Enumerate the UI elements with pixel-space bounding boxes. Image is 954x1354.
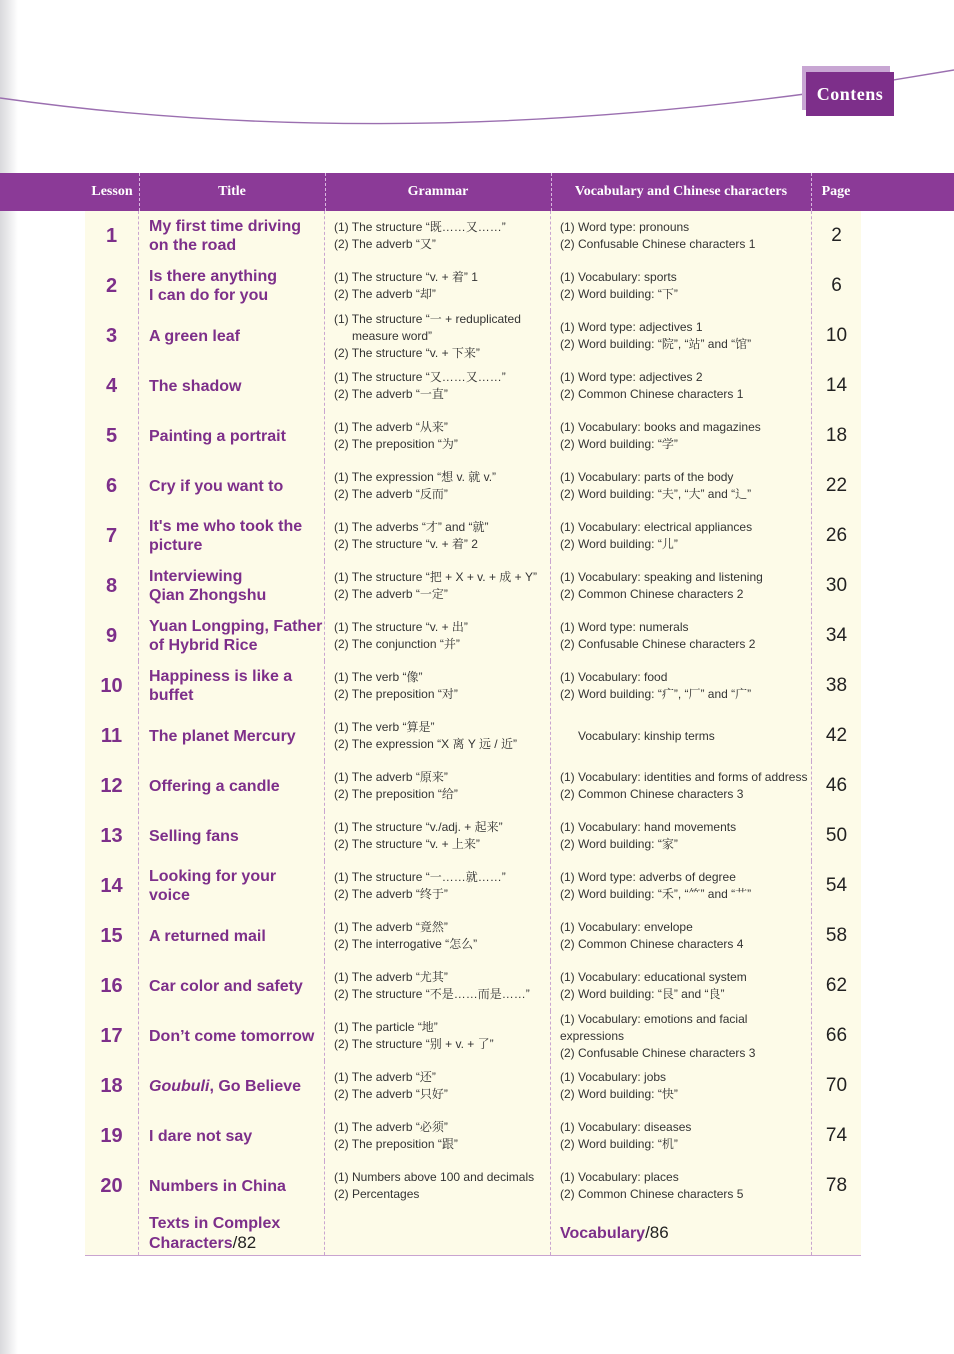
lesson-title-line: It's me who took the [149, 518, 303, 535]
page-number[interactable]: 58 [825, 925, 848, 946]
grammar-cell [334, 361, 549, 411]
grammar-cell [334, 311, 549, 361]
vocab-line: (1) Vocabulary: parts of the body [560, 470, 734, 484]
lesson-row[interactable] [85, 611, 861, 662]
header-vocab: Vocabulary and Chinese characters [574, 184, 788, 199]
grammar-cell [334, 511, 549, 561]
vocab-line: (1) Vocabulary: speaking and listening [560, 570, 763, 584]
lesson-number: 6 [105, 474, 118, 497]
vocab-cell [560, 361, 810, 411]
vocabulary-link[interactable] [560, 1211, 810, 1255]
page-number[interactable]: 14 [825, 375, 848, 396]
header-title: Title [218, 184, 246, 199]
grammar-line: (1) The structure “v. + 着” 1 [334, 270, 478, 284]
vocab-line: (1) Word type: adverbs of degree [560, 870, 736, 884]
lesson-number: 11 [100, 724, 123, 747]
grammar-line: (2) The structure “v. + 下来” [334, 345, 480, 360]
column-divider [550, 711, 551, 761]
grammar-cell [334, 761, 549, 811]
lesson-row[interactable] [85, 261, 861, 312]
vocab-line: (2) Common Chinese characters 4 [560, 937, 744, 951]
vocab-line: (2) Word building: “艮” and “良” [560, 987, 725, 1001]
lesson-title[interactable] [149, 961, 325, 1011]
column-divider [550, 961, 551, 1011]
header-grammar: Grammar [407, 184, 469, 199]
lesson-row[interactable] [85, 1161, 861, 1212]
page-number[interactable]: 38 [825, 675, 848, 696]
vocab-line: (2) Word building: “下” [560, 287, 678, 301]
vocab-line: (1) Word type: adjectives 1 [560, 320, 703, 334]
column-divider [138, 1111, 139, 1161]
vocab-cell [560, 661, 810, 711]
lesson-row[interactable] [85, 911, 861, 962]
column-divider [138, 1161, 139, 1211]
page-number[interactable]: 18 [825, 425, 848, 446]
lesson-row[interactable] [85, 561, 861, 612]
column-divider [138, 511, 139, 561]
column-divider [550, 311, 551, 361]
lesson-title[interactable] [149, 211, 325, 261]
column-divider [138, 411, 139, 461]
lesson-title[interactable] [149, 861, 325, 911]
grammar-line: (2) The conjunction “并” [334, 637, 460, 651]
grammar-line: (2) The adverb “一直” [334, 387, 448, 401]
vocab-line: (2) Word building: “家” [560, 837, 678, 851]
column-divider [550, 1211, 551, 1255]
grammar-line: (1) The adverb “尤其” [334, 970, 448, 984]
lesson-title-line: My first time driving [149, 218, 302, 235]
vocab-line: (1) Vocabulary: educational system [560, 970, 747, 984]
vocab-cell [560, 1111, 810, 1161]
vocab-line: (1) Word type: numerals [560, 620, 689, 634]
lesson-number: 17 [100, 1024, 123, 1047]
column-divider [138, 211, 139, 261]
grammar-cell [334, 561, 549, 611]
lesson-title-line: voice [149, 887, 190, 904]
vocab-line: (2) Word building: “禾”, “⺮” and “艹” [560, 887, 752, 901]
vocab-line: (1) Vocabulary: hand movements [560, 820, 737, 834]
column-divider [138, 1011, 139, 1061]
lesson-row[interactable] [85, 661, 861, 712]
lesson-number: 3 [105, 324, 118, 347]
lesson-number: 7 [105, 524, 118, 547]
grammar-line: (1) The adverb “从来” [334, 420, 448, 434]
column-divider [550, 1161, 551, 1211]
lesson-title-line: Interviewing [149, 568, 243, 585]
lesson-title[interactable] [149, 661, 325, 711]
vocab-line: (1) Word type: pronouns [560, 220, 690, 234]
lesson-title-line: buffet [149, 687, 194, 704]
lesson-number: 14 [100, 874, 123, 897]
grammar-line: (2) The structure “别 + v. + 了” [334, 1037, 494, 1051]
lesson-title-line: Qian Zhongshu [149, 587, 267, 604]
column-divider [550, 261, 551, 311]
column-divider [138, 961, 139, 1011]
lesson-row[interactable] [85, 1061, 861, 1112]
vocab-line: (2) Word building: “学” [560, 437, 678, 451]
lesson-row[interactable] [85, 411, 861, 462]
column-divider [550, 361, 551, 411]
grammar-line: (1) The verb “算是” [334, 720, 435, 734]
vocab-line: (1) Vocabulary: sports [560, 270, 677, 284]
lesson-title-line: A green leaf [149, 327, 240, 345]
vocab-line: (1) Vocabulary: electrical appliances [560, 520, 753, 534]
column-divider [550, 1111, 551, 1161]
lesson-number: 9 [105, 624, 118, 647]
column-divider [550, 511, 551, 561]
vocabulary-label: Vocabulary [560, 1225, 646, 1242]
lesson-title-line: Happiness is like a [149, 668, 293, 685]
page-number[interactable]: 50 [825, 825, 848, 846]
page-number[interactable]: 66 [825, 1025, 848, 1046]
lesson-number: 8 [105, 574, 118, 597]
header-lesson: Lesson [91, 184, 133, 199]
vocab-line: (2) Confusable Chinese characters 1 [560, 237, 756, 251]
column-divider [138, 811, 139, 861]
grammar-cell [334, 1011, 549, 1061]
grammar-line: measure word” [352, 328, 433, 343]
lesson-row[interactable] [85, 711, 861, 762]
page-number[interactable]: 78 [825, 1175, 848, 1196]
vocab-cell [560, 1011, 810, 1061]
grammar-cell [334, 861, 549, 911]
grammar-line: (1) The structure “又……又……” [334, 370, 506, 384]
column-divider [138, 761, 139, 811]
lesson-title-line: I can do for you [149, 287, 269, 304]
lesson-title[interactable] [149, 461, 325, 511]
grammar-cell [334, 961, 549, 1011]
lesson-row[interactable] [85, 811, 861, 862]
vocab-cell [560, 561, 810, 611]
lesson-title[interactable] [149, 711, 325, 761]
lesson-title-line: Don’t come tomorrow [149, 1027, 315, 1045]
column-divider [550, 661, 551, 711]
vocab-cell [560, 261, 810, 311]
lesson-title-line: Cry if you want to [149, 477, 284, 495]
grammar-cell [334, 811, 549, 861]
lesson-title-line: Car color and safety [149, 977, 303, 995]
grammar-cell [334, 211, 549, 261]
lesson-row[interactable] [85, 211, 861, 262]
page-number[interactable]: 70 [825, 1075, 848, 1096]
texts-complex-page: /82 [232, 1232, 257, 1252]
lesson-title[interactable] [149, 311, 325, 361]
lesson-title-line: Painting a portrait [149, 427, 286, 445]
column-divider [550, 861, 551, 911]
vocab-cell [560, 411, 810, 461]
page-number[interactable]: 62 [825, 975, 848, 996]
lesson-title-line: of Hybrid Rice [149, 637, 258, 654]
vocab-line: (1) Vocabulary: places [560, 1170, 679, 1184]
header-page: Page [821, 184, 851, 199]
column-divider [550, 411, 551, 461]
grammar-line: (2) Percentages [334, 1187, 420, 1201]
grammar-cell [334, 461, 549, 511]
grammar-line: (1) The verb “像” [334, 670, 423, 684]
lesson-number: 2 [105, 274, 118, 297]
lesson-title[interactable] [149, 761, 325, 811]
lesson-row[interactable] [85, 1111, 861, 1162]
lesson-title-line: Is there anything [149, 268, 278, 285]
grammar-line: (1) The structure “一……就……” [334, 870, 506, 884]
lesson-number: 4 [105, 374, 118, 397]
grammar-line: (2) The preposition “跟” [334, 1137, 458, 1151]
grammar-line: (2) The adverb “又” [334, 237, 436, 251]
grammar-cell [334, 1061, 549, 1111]
page-number[interactable]: 34 [825, 625, 848, 646]
lesson-title-line: Numbers in China [149, 1177, 286, 1195]
lesson-title[interactable] [149, 811, 325, 861]
grammar-line: (2) The preposition “对” [334, 687, 458, 701]
vocab-line: (2) Common Chinese characters 5 [560, 1187, 744, 1201]
lesson-number: 5 [105, 424, 118, 447]
grammar-line: (2) The adverb “一定” [334, 587, 448, 601]
vocab-cell [560, 961, 810, 1011]
lesson-row[interactable] [85, 861, 861, 912]
page-number[interactable]: 22 [825, 475, 848, 496]
column-divider [138, 661, 139, 711]
grammar-cell [334, 911, 549, 961]
lesson-title-line: Selling fans [149, 827, 239, 845]
lesson-title[interactable] [149, 1011, 325, 1061]
lesson-title-line: Yuan Longping, Father [149, 618, 323, 635]
page-number[interactable]: 10 [825, 325, 848, 346]
grammar-line: (1) The adverb “原来” [334, 770, 448, 784]
lesson-title[interactable] [149, 1161, 325, 1211]
column-divider [550, 1061, 551, 1111]
column-divider [138, 861, 139, 911]
vocab-line: (2) Common Chinese characters 2 [560, 587, 744, 601]
texts-complex-label: Characters [149, 1234, 233, 1252]
grammar-line: (2) The adverb “却” [334, 287, 436, 301]
vocab-cell [560, 461, 810, 511]
column-divider [138, 911, 139, 961]
lesson-title[interactable] [149, 1111, 325, 1161]
page-number[interactable]: 42 [825, 725, 848, 746]
lesson-title[interactable] [149, 611, 325, 661]
grammar-line: (2) The structure “v. + 上来” [334, 837, 480, 851]
vocab-line: (1) Vocabulary: jobs [560, 1070, 667, 1084]
column-divider [138, 1211, 139, 1255]
grammar-line: (1) The adverb “竟然” [334, 920, 448, 934]
vocab-line: (2) Confusable Chinese characters 3 [560, 1045, 756, 1060]
lesson-number: 13 [100, 824, 123, 847]
texts-complex-line2 [149, 1233, 280, 1253]
grammar-line: (1) The adverb “必须” [334, 1120, 448, 1134]
lesson-title-line: Offering a candle [149, 777, 280, 795]
vocab-line: (2) Confusable Chinese characters 2 [560, 637, 756, 651]
vocab-cell [560, 761, 810, 811]
column-divider [138, 461, 139, 511]
lesson-title-line: picture [149, 537, 203, 554]
lesson-title[interactable] [149, 511, 325, 561]
vocab-line: (2) Word building: “夫”, “大” and “辶” [560, 487, 752, 501]
lesson-row[interactable] [85, 1011, 861, 1062]
page-number[interactable]: 54 [825, 875, 848, 896]
grammar-line: (2) The preposition “给” [334, 787, 458, 801]
lesson-row[interactable] [85, 461, 861, 512]
column-divider [138, 261, 139, 311]
contents-badge: Contens [806, 72, 894, 116]
grammar-line: (2) The structure “不是……而是……” [334, 987, 530, 1001]
column-divider [550, 461, 551, 511]
grammar-line: (2) The expression “X 离 Y 远 / 近” [334, 737, 517, 751]
lesson-row[interactable] [85, 361, 861, 412]
vocab-line: (2) Word building: “机” [560, 1137, 678, 1151]
column-divider [550, 611, 551, 661]
grammar-cell [334, 1111, 549, 1161]
vocab-line: (2) Word building: “院”, “站” and “馆” [560, 337, 752, 351]
lesson-number: 19 [100, 1124, 123, 1147]
column-divider [138, 311, 139, 361]
lesson-number: 16 [100, 974, 123, 997]
vocab-cell [560, 611, 810, 661]
vocab-line: (2) Word building: “快” [560, 1087, 678, 1101]
grammar-cell [334, 261, 549, 311]
vocab-cell [560, 1161, 810, 1211]
grammar-line: (2) The interrogative “怎么” [334, 937, 478, 951]
vocab-line: (2) Word building: “儿” [560, 537, 678, 551]
lesson-row[interactable] [85, 761, 861, 812]
column-divider [138, 611, 139, 661]
vocab-cell [560, 911, 810, 961]
grammar-line: (1) The particle “地” [334, 1020, 438, 1034]
grammar-line: (2) The adverb “反而” [334, 487, 448, 501]
grammar-line: (2) The preposition “为” [334, 437, 458, 451]
page-number[interactable]: 26 [825, 525, 848, 546]
lesson-row[interactable] [85, 511, 861, 562]
column-divider [550, 561, 551, 611]
grammar-line: (1) The structure “既……又……” [334, 220, 506, 234]
vocab-line: Vocabulary: kinship terms [578, 728, 715, 743]
lesson-title-line: A returned mail [149, 927, 266, 945]
vocab-line: (2) Word building: “疒”, “厂” and “广” [560, 687, 752, 701]
column-divider [138, 1061, 139, 1111]
lesson-number: 12 [100, 774, 123, 797]
table-header [0, 173, 954, 211]
lesson-title[interactable] [149, 561, 325, 611]
lesson-title-line: on the road [149, 237, 237, 254]
lesson-title[interactable] [149, 411, 325, 461]
lesson-title-line: The shadow [149, 377, 242, 395]
column-divider [550, 761, 551, 811]
column-divider [138, 361, 139, 411]
lesson-number: 1 [105, 224, 118, 247]
vocabulary-page: /86 [645, 1223, 669, 1242]
vocab-line: (1) Vocabulary: envelope [560, 920, 693, 934]
lesson-title-line: Goubuli, Go Believe [149, 1077, 302, 1095]
grammar-line: (1) Numbers above 100 and decimals [334, 1170, 535, 1184]
page-number[interactable]: 46 [825, 775, 848, 796]
lesson-title[interactable] [149, 911, 325, 961]
lesson-number: 20 [100, 1174, 123, 1197]
column-divider [138, 561, 139, 611]
lesson-title-line: Looking for your [149, 868, 277, 885]
vocab-line: (1) Vocabulary: emotions and facial expressions [560, 1011, 748, 1043]
grammar-cell [334, 411, 549, 461]
vocab-cell [560, 1061, 810, 1111]
lesson-number: 10 [100, 674, 123, 697]
lesson-title[interactable] [149, 261, 325, 311]
grammar-line: (2) The adverb “终于” [334, 887, 448, 901]
column-divider [550, 811, 551, 861]
grammar-line: (1) The structure “一 + reduplicated [334, 311, 521, 326]
texts-complex-line1: Texts in Complex [149, 1214, 281, 1232]
grammar-cell [334, 711, 549, 761]
page-number[interactable]: 2 [831, 225, 842, 246]
vocab-line: (1) Vocabulary: books and magazines [560, 420, 761, 434]
grammar-line: (2) The adverb “只好” [334, 1087, 448, 1101]
grammar-line: (1) The structure “把 + X + v. + 成 + Y” [334, 570, 537, 584]
vocab-cell [560, 211, 810, 261]
lesson-title-line: I dare not say [149, 1127, 253, 1145]
lesson-row[interactable] [85, 311, 861, 362]
vocab-cell [560, 861, 810, 911]
column-divider [550, 1011, 551, 1061]
lesson-title[interactable] [149, 1061, 325, 1111]
column-divider [550, 211, 551, 261]
page-number[interactable]: 74 [825, 1125, 848, 1146]
vocab-cell [560, 311, 810, 361]
grammar-line: (1) The adverbs “才” and “就” [334, 520, 489, 534]
lesson-title-line: The planet Mercury [149, 727, 296, 745]
page-number[interactable]: 6 [831, 275, 842, 296]
grammar-cell [334, 611, 549, 661]
texts-complex-link[interactable] [149, 1211, 325, 1255]
vocab-cell [560, 711, 828, 761]
grammar-cell [334, 1161, 549, 1211]
grammar-line: (1) The expression “想 v. 就 v.” [334, 470, 497, 484]
lesson-title[interactable] [149, 361, 325, 411]
vocab-cell [560, 811, 810, 861]
vocab-line: (2) Common Chinese characters 3 [560, 787, 744, 801]
grammar-line: (1) The structure “v./adj. + 起来” [334, 820, 503, 834]
vocab-line: (1) Vocabulary: food [560, 670, 668, 684]
column-divider [811, 1211, 812, 1255]
grammar-line: (2) The structure “v. + 着” 2 [334, 537, 478, 551]
vocab-line: (1) Word type: adjectives 2 [560, 370, 703, 384]
grammar-cell [334, 661, 549, 711]
grammar-line: (1) The adverb “还” [334, 1070, 436, 1084]
page-number[interactable]: 30 [825, 575, 848, 596]
vocab-cell [560, 511, 810, 561]
lesson-number: 15 [100, 924, 123, 947]
lesson-number: 18 [100, 1074, 123, 1097]
vocab-line: (2) Common Chinese characters 1 [560, 387, 744, 401]
grammar-line: (1) The structure “v. + 出” [334, 620, 468, 634]
vocab-line: (1) Vocabulary: diseases [560, 1120, 692, 1134]
vocab-line: (1) Vocabulary: identities and forms of address [560, 770, 808, 784]
appendix-row [85, 1211, 861, 1256]
column-divider [550, 911, 551, 961]
lesson-row[interactable] [85, 961, 861, 1012]
column-divider [138, 711, 139, 761]
